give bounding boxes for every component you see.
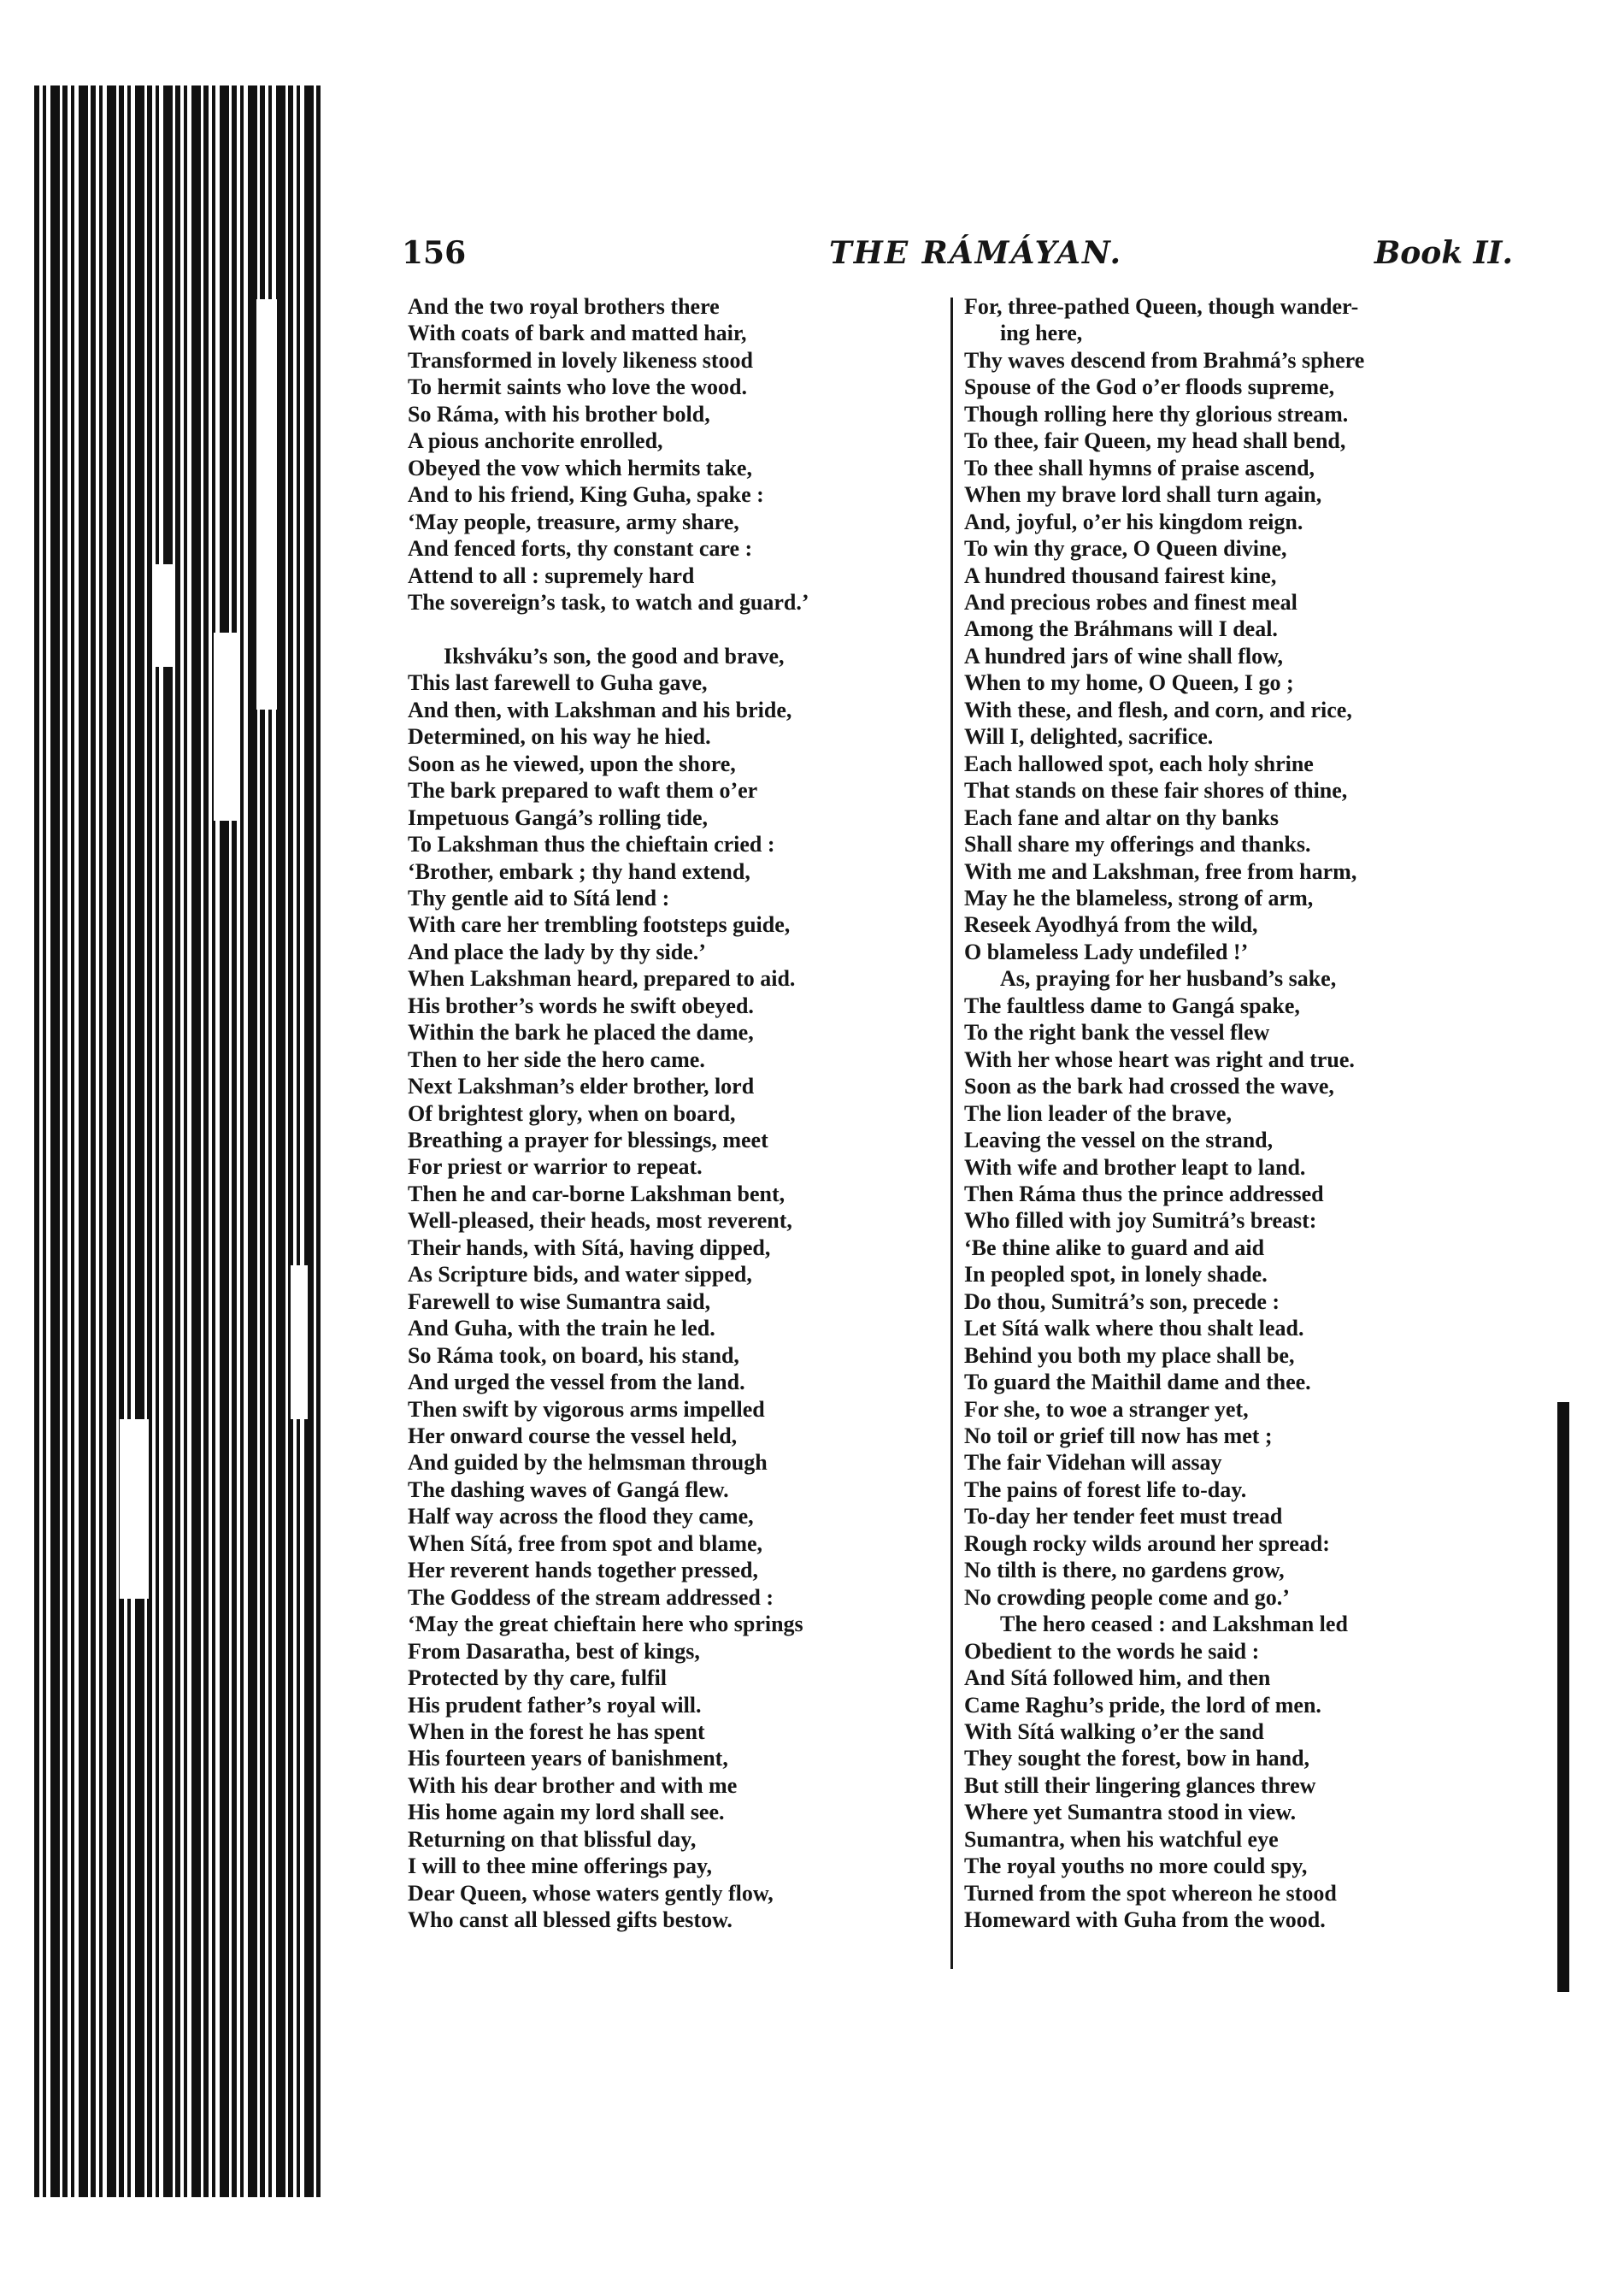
verse-line: Thy gentle aid to Sítá lend : bbox=[408, 885, 670, 911]
verse-line: Each hallowed spot, each holy shrine bbox=[964, 751, 1314, 776]
verse-line: His home again my lord shall see. bbox=[408, 1800, 725, 1825]
verse-line: ‘Be thine alike to guard and aid bbox=[964, 1235, 1265, 1260]
stanza-break bbox=[408, 616, 972, 642]
verse-line: From Dasaratha, best of kings, bbox=[408, 1638, 700, 1664]
verse-line: Who filled with joy Sumitrá’s breast: bbox=[964, 1208, 1317, 1234]
verse-line: Rough rocky wilds around her spread: bbox=[964, 1530, 1330, 1556]
verse-line: The Goddess of the stream addressed : bbox=[408, 1584, 774, 1610]
verse-line: When my brave lord shall turn again, bbox=[964, 482, 1322, 508]
verse-line: With care her trembling footsteps guide, bbox=[408, 912, 791, 938]
verse-line: Attend to all : supremely hard bbox=[408, 563, 695, 588]
verse-line: Though rolling here thy glorious stream. bbox=[964, 401, 1349, 427]
verse-line: The dashing waves of Gangá flew. bbox=[408, 1476, 729, 1502]
verse-line: Returning on that blissful day, bbox=[408, 1826, 697, 1852]
verse-line: Homeward with Guha from the wood. bbox=[964, 1907, 1326, 1933]
verse-line: In peopled spot, in lonely shade. bbox=[964, 1262, 1268, 1288]
verse-line: Will I, delighted, sacrifice. bbox=[964, 724, 1214, 750]
verse-line: Reseek Ayodhyá from the wild, bbox=[964, 912, 1258, 938]
verse-line: Then Ráma thus the prince addressed bbox=[964, 1181, 1324, 1206]
verse-line: His fourteen years of banishment, bbox=[408, 1746, 728, 1771]
verse-line: With Sítá walking o’er the sand bbox=[964, 1719, 1264, 1745]
verse-line: The lion leader of the brave, bbox=[964, 1100, 1232, 1126]
verse-line: Then he and car-borne Lakshman bent, bbox=[408, 1181, 786, 1206]
verse-line: But still their lingering glances threw bbox=[964, 1772, 1316, 1798]
verse-line: Well-pleased, their heads, most reverent, bbox=[408, 1208, 792, 1234]
verse-line: They sought the forest, bow in hand, bbox=[964, 1746, 1310, 1771]
verse-line: So Ráma took, on board, his stand, bbox=[408, 1342, 739, 1368]
verse-line: To guard the Maithil dame and thee. bbox=[964, 1370, 1311, 1395]
verse-line: Spouse of the God o’er floods supreme, bbox=[964, 374, 1335, 400]
verse-line: As Scripture bids, and water sipped, bbox=[408, 1262, 752, 1288]
verse-line: With coats of bark and matted hair, bbox=[408, 321, 747, 346]
edge-gap bbox=[120, 1419, 149, 1599]
verse-line: ‘May the great chieftain here who springs bbox=[408, 1612, 803, 1637]
verse-line: To thee, fair Queen, my head shall bend, bbox=[964, 428, 1346, 454]
verse-line: The faultless dame to Gangá spake, bbox=[964, 993, 1300, 1018]
verse-line: A pious anchorite enrolled, bbox=[408, 428, 663, 454]
verse-line: Their hands, with Sítá, having dipped, bbox=[408, 1235, 771, 1260]
verse-line: The sovereign’s task, to watch and guard.’ bbox=[408, 589, 809, 615]
verse-line: Leaving the vessel on the strand, bbox=[964, 1128, 1274, 1153]
verse-line: Each fane and altar on thy banks bbox=[964, 804, 1279, 830]
verse-line: For, three-pathed Queen, though wander- bbox=[964, 294, 1359, 319]
verse-line: Thy waves descend from Brahmá’s sphere bbox=[964, 347, 1365, 373]
verse-line: Where yet Sumantra stood in view. bbox=[964, 1800, 1297, 1825]
verse-line: His brother’s words he swift obeyed. bbox=[408, 993, 754, 1018]
verse-line: Dear Queen, whose waters gently flow, bbox=[408, 1880, 774, 1906]
book-part-label: Book II. bbox=[1374, 235, 1513, 271]
verse-line: ‘Brother, embark ; thy hand extend, bbox=[408, 858, 750, 884]
verse-line: With these, and flesh, and corn, and rice, bbox=[964, 697, 1352, 722]
verse-line: Within the bark he placed the dame, bbox=[408, 1020, 754, 1046]
column-divider bbox=[950, 298, 953, 1969]
verse-line: ing here, bbox=[1000, 321, 1083, 346]
verse-line: Half way across the flood they came, bbox=[408, 1504, 754, 1529]
verse-line: A hundred jars of wine shall flow, bbox=[964, 643, 1283, 669]
verse-line: And place the lady by thy side.’ bbox=[408, 939, 706, 964]
book-edge-strip bbox=[34, 85, 321, 2197]
verse-line: And the two royal brothers there bbox=[408, 294, 720, 319]
verse-line: And guided by the helmsman through bbox=[408, 1450, 768, 1476]
verse-line: For priest or warrior to repeat. bbox=[408, 1154, 703, 1180]
verse-line: The bark prepared to waft them o’er bbox=[408, 778, 758, 804]
verse-line: To win thy grace, O Queen divine, bbox=[964, 536, 1287, 562]
verse-line: Impetuous Gangá’s rolling tide, bbox=[408, 804, 709, 830]
verse-line: Who canst all blessed gifts bestow. bbox=[408, 1907, 733, 1933]
verse-line: O blameless Lady undefiled !’ bbox=[964, 939, 1249, 964]
verse-line: To-day her tender feet must tread bbox=[964, 1504, 1283, 1529]
verse-line: To thee shall hymns of praise ascend, bbox=[964, 455, 1315, 480]
running-title: THE RÁMÁYAN. bbox=[829, 235, 1123, 271]
verse-line: No toil or grief till now has met ; bbox=[964, 1423, 1273, 1449]
verse-line: Let Sítá walk where thou shalt lead. bbox=[964, 1316, 1304, 1341]
verse-line: Soon as he viewed, upon the shore, bbox=[408, 751, 736, 776]
verse-line: Farewell to wise Sumantra said, bbox=[408, 1288, 711, 1314]
page-header bbox=[402, 235, 1513, 278]
verse-line: No crowding people come and go.’ bbox=[964, 1584, 1290, 1610]
verse-line: Turned from the spot whereon he stood bbox=[964, 1880, 1337, 1906]
verse-line: For she, to woe a stranger yet, bbox=[964, 1396, 1249, 1422]
verse-line: With his dear brother and with me bbox=[408, 1772, 738, 1798]
verse-line: With her whose heart was right and true. bbox=[964, 1046, 1355, 1072]
verse-line: Her onward course the vessel held, bbox=[408, 1423, 738, 1449]
verse-line: That stands on these fair shores of thine, bbox=[964, 778, 1348, 804]
verse-line: May he the blameless, strong of arm, bbox=[964, 885, 1314, 911]
verse-line: Sumantra, when his watchful eye bbox=[964, 1826, 1279, 1852]
scan-margin-mark bbox=[1557, 1402, 1569, 1992]
verse-line: And Guha, with the train he led. bbox=[408, 1316, 715, 1341]
verse-line: With wife and brother leapt to land. bbox=[964, 1154, 1306, 1180]
verse-line: Obedient to the words he said : bbox=[964, 1638, 1260, 1664]
edge-gap bbox=[291, 1265, 308, 1419]
verse-line: A hundred thousand fairest kine, bbox=[964, 563, 1277, 588]
verse-line: When to my home, O Queen, I go ; bbox=[964, 670, 1294, 696]
verse-line: Determined, on his way he hied. bbox=[408, 724, 711, 750]
verse-line: To the right bank the vessel flew bbox=[964, 1020, 1270, 1046]
verse-line: Breathing a prayer for blessings, meet bbox=[408, 1128, 768, 1153]
verse-line: To hermit saints who love the wood. bbox=[408, 374, 748, 400]
verse-line: And urged the vessel from the land. bbox=[408, 1370, 745, 1395]
right-text-column bbox=[964, 293, 1511, 1934]
edge-gap bbox=[214, 633, 239, 821]
verse-line: The fair Videhan will assay bbox=[964, 1450, 1222, 1476]
left-text-column bbox=[408, 293, 972, 1934]
verse-line: And fenced forts, thy constant care : bbox=[408, 536, 753, 562]
verse-line: Soon as the bark had crossed the wave, bbox=[964, 1074, 1334, 1099]
verse-line: And Sítá followed him, and then bbox=[964, 1665, 1271, 1691]
verse-line: Shall share my offerings and thanks. bbox=[964, 832, 1311, 858]
verse-line: Obeyed the vow which hermits take, bbox=[408, 455, 752, 480]
verse-line: When Sítá, free from spot and blame, bbox=[408, 1530, 763, 1556]
verse-line: And to his friend, King Guha, spake : bbox=[408, 482, 764, 508]
verse-line: As, praying for her husband’s sake, bbox=[1000, 966, 1337, 992]
verse-line: This last farewell to Guha gave, bbox=[408, 670, 708, 696]
verse-line: Transformed in lovely likeness stood bbox=[408, 347, 753, 373]
edge-gap bbox=[154, 564, 173, 667]
verse-line: When Lakshman heard, prepared to aid. bbox=[408, 966, 796, 992]
verse-line: Then to her side the hero came. bbox=[408, 1046, 705, 1072]
verse-line: No tilth is there, no gardens grow, bbox=[964, 1558, 1285, 1583]
verse-line: And then, with Lakshman and his bride, bbox=[408, 697, 792, 722]
edge-gap bbox=[256, 299, 277, 710]
verse-line: Ikshváku’s son, the good and brave, bbox=[444, 643, 785, 669]
verse-line: Protected by thy care, fulfil bbox=[408, 1665, 668, 1691]
verse-line: I will to thee mine offerings pay, bbox=[408, 1854, 713, 1879]
verse-line: And, joyful, o’er his kingdom reign. bbox=[964, 509, 1303, 534]
verse-line: The royal youths no more could spy, bbox=[964, 1854, 1308, 1879]
verse-line: Next Lakshman’s elder brother, lord bbox=[408, 1074, 755, 1099]
verse-line: With me and Lakshman, free from harm, bbox=[964, 858, 1357, 884]
verse-line: And precious robes and finest meal bbox=[964, 589, 1297, 615]
verse-line: To Lakshman thus the chieftain cried : bbox=[408, 832, 775, 858]
verse-line: Do thou, Sumitrá’s son, precede : bbox=[964, 1288, 1280, 1314]
page-number: 156 bbox=[402, 235, 467, 271]
verse-line: Her reverent hands together pressed, bbox=[408, 1558, 758, 1583]
verse-line: Came Raghu’s pride, the lord of men. bbox=[964, 1692, 1321, 1718]
verse-line: When in the forest he has spent bbox=[408, 1719, 705, 1744]
verse-line: ‘May people, treasure, army share, bbox=[408, 509, 739, 534]
verse-line: Behind you both my place shall be, bbox=[964, 1342, 1295, 1368]
verse-line: Among the Bráhmans will I deal. bbox=[964, 616, 1278, 642]
verse-line: The pains of forest life to-day. bbox=[964, 1476, 1247, 1502]
verse-line: His prudent father’s royal will. bbox=[408, 1692, 702, 1718]
verse-line: So Ráma, with his brother bold, bbox=[408, 401, 710, 427]
verse-line: The hero ceased : and Lakshman led bbox=[1000, 1612, 1348, 1637]
verse-line: Of brightest glory, when on board, bbox=[408, 1100, 736, 1126]
verse-line: Then swift by vigorous arms impelled bbox=[408, 1396, 765, 1422]
